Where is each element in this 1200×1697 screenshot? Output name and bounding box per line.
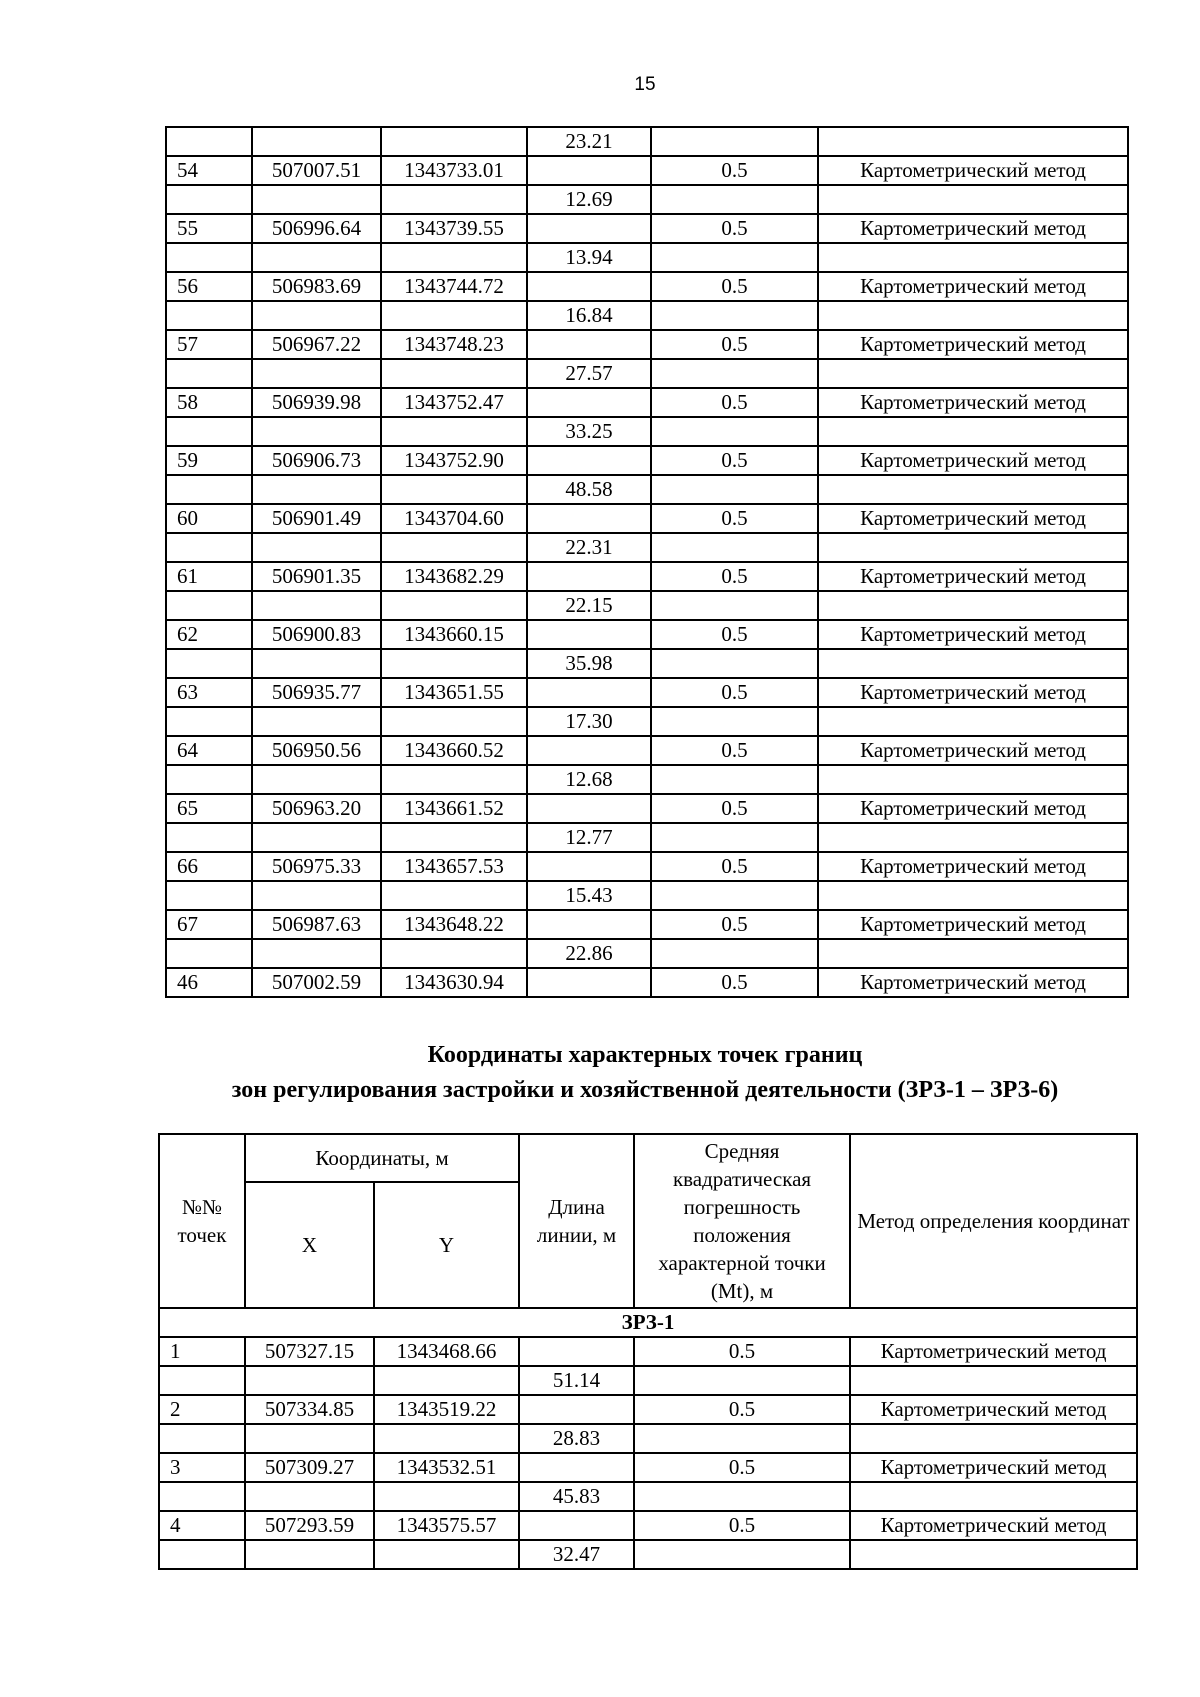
mean-error [651, 881, 818, 910]
mean-error [651, 765, 818, 794]
line-length [527, 446, 651, 475]
line-length [527, 562, 651, 591]
method [850, 1540, 1137, 1569]
mean-error [634, 1482, 850, 1511]
header-length: Длина линии, м [519, 1134, 634, 1308]
coordinate-y: 1343651.55 [381, 678, 527, 707]
mean-error: 0.5 [651, 968, 818, 997]
coordinate-x [252, 533, 381, 562]
coordinate-x: 507293.59 [245, 1511, 374, 1540]
header-y: Y [374, 1182, 519, 1308]
coordinate-y: 1343752.90 [381, 446, 527, 475]
coordinate-x: 506900.83 [252, 620, 381, 649]
length-row [159, 1482, 1137, 1511]
point-number: 56 [166, 272, 252, 301]
mean-error [651, 939, 818, 968]
coordinate-y [381, 649, 527, 678]
point-row [166, 852, 1128, 881]
mean-error: 0.5 [634, 1337, 850, 1366]
line-length: 13.94 [527, 243, 651, 272]
coordinate-x [245, 1366, 374, 1395]
point-number: 3 [159, 1453, 245, 1482]
length-row [159, 1540, 1137, 1569]
point-number: 62 [166, 620, 252, 649]
coordinate-y [374, 1424, 519, 1453]
method: Картометрический метод [818, 678, 1128, 707]
coordinate-x [252, 707, 381, 736]
point-row [166, 736, 1128, 765]
coordinate-x: 506967.22 [252, 330, 381, 359]
page-number: 15 [634, 74, 656, 95]
header-point-number: №№ точек [159, 1134, 245, 1308]
point-row [166, 620, 1128, 649]
point-row [166, 562, 1128, 591]
point-number [166, 185, 252, 214]
coordinate-x [245, 1482, 374, 1511]
table-body [159, 1337, 1137, 1569]
length-row [166, 707, 1128, 736]
line-length: 17.30 [527, 707, 651, 736]
line-length [527, 388, 651, 417]
line-length: 12.69 [527, 185, 651, 214]
coordinate-x [252, 359, 381, 388]
line-length [527, 794, 651, 823]
method: Картометрический метод [818, 968, 1128, 997]
method [850, 1482, 1137, 1511]
mean-error [651, 185, 818, 214]
line-length [527, 156, 651, 185]
method [818, 707, 1128, 736]
line-length: 51.14 [519, 1366, 634, 1395]
point-number: 1 [159, 1337, 245, 1366]
coordinate-y: 1343660.52 [381, 736, 527, 765]
point-number [159, 1366, 245, 1395]
method: Картометрический метод [850, 1395, 1137, 1424]
point-row [159, 1337, 1137, 1366]
coordinate-y: 1343468.66 [374, 1337, 519, 1366]
method [818, 765, 1128, 794]
coordinate-y [381, 475, 527, 504]
length-row [166, 823, 1128, 852]
coordinate-x: 506983.69 [252, 272, 381, 301]
coordinate-x [252, 649, 381, 678]
coordinate-y [374, 1540, 519, 1569]
coordinate-y [381, 185, 527, 214]
point-row [166, 214, 1128, 243]
line-length [519, 1511, 634, 1540]
point-number: 2 [159, 1395, 245, 1424]
coordinate-x: 506975.33 [252, 852, 381, 881]
point-number: 55 [166, 214, 252, 243]
point-number: 65 [166, 794, 252, 823]
line-length: 28.83 [519, 1424, 634, 1453]
method: Картометрический метод [818, 562, 1128, 591]
coordinate-y: 1343739.55 [381, 214, 527, 243]
length-row [166, 127, 1128, 156]
coordinate-x [252, 127, 381, 156]
coordinate-y [381, 939, 527, 968]
coordinate-y: 1343748.23 [381, 330, 527, 359]
zone-label: ЗРЗ-1 [159, 1308, 1137, 1337]
coordinate-x [252, 765, 381, 794]
mean-error: 0.5 [651, 562, 818, 591]
line-length: 45.83 [519, 1482, 634, 1511]
mean-error [651, 243, 818, 272]
length-row [159, 1366, 1137, 1395]
point-number: 63 [166, 678, 252, 707]
line-length: 33.25 [527, 417, 651, 446]
line-length [527, 620, 651, 649]
point-number [166, 301, 252, 330]
coordinate-y: 1343704.60 [381, 504, 527, 533]
coordinate-x: 506950.56 [252, 736, 381, 765]
method: Картометрический метод [818, 214, 1128, 243]
length-row [166, 881, 1128, 910]
coordinate-x: 506939.98 [252, 388, 381, 417]
mean-error [651, 301, 818, 330]
point-number: 57 [166, 330, 252, 359]
line-length: 27.57 [527, 359, 651, 388]
point-row [166, 678, 1128, 707]
method: Картометрический метод [850, 1453, 1137, 1482]
method [818, 301, 1128, 330]
point-number: 54 [166, 156, 252, 185]
method [818, 417, 1128, 446]
mean-error [634, 1540, 850, 1569]
mean-error: 0.5 [634, 1453, 850, 1482]
point-number: 58 [166, 388, 252, 417]
method [818, 533, 1128, 562]
method [818, 591, 1128, 620]
coordinate-x: 506901.35 [252, 562, 381, 591]
point-number [166, 649, 252, 678]
mean-error [651, 417, 818, 446]
mean-error [634, 1366, 850, 1395]
coordinate-y [381, 707, 527, 736]
method: Картометрический метод [850, 1337, 1137, 1366]
method [818, 243, 1128, 272]
mean-error: 0.5 [651, 736, 818, 765]
line-length [519, 1453, 634, 1482]
mean-error: 0.5 [634, 1511, 850, 1540]
coordinate-x [252, 417, 381, 446]
method: Картометрический метод [818, 388, 1128, 417]
mean-error: 0.5 [651, 272, 818, 301]
mean-error: 0.5 [651, 620, 818, 649]
coordinate-y: 1343752.47 [381, 388, 527, 417]
length-row [166, 649, 1128, 678]
line-length [527, 504, 651, 533]
line-length: 22.31 [527, 533, 651, 562]
mean-error: 0.5 [651, 156, 818, 185]
coordinates-table-continued [165, 126, 1129, 998]
method: Картометрический метод [818, 736, 1128, 765]
coordinate-x [245, 1540, 374, 1569]
point-number [166, 823, 252, 852]
coordinate-x: 506963.20 [252, 794, 381, 823]
point-number [166, 939, 252, 968]
line-length: 12.77 [527, 823, 651, 852]
coordinate-y: 1343661.52 [381, 794, 527, 823]
coordinate-x [245, 1424, 374, 1453]
point-number [166, 765, 252, 794]
header-row [159, 1134, 1137, 1182]
coordinate-x [252, 475, 381, 504]
point-row [166, 272, 1128, 301]
line-length: 22.15 [527, 591, 651, 620]
point-number [159, 1540, 245, 1569]
length-row [159, 1424, 1137, 1453]
line-length [527, 852, 651, 881]
method [850, 1366, 1137, 1395]
section-heading-line2: зон регулирования застройки и хозяйственной деятельности (ЗРЗ-1 – ЗРЗ-6) [231, 1077, 1059, 1103]
method: Картометрический метод [818, 620, 1128, 649]
coordinate-y: 1343682.29 [381, 562, 527, 591]
mean-error: 0.5 [651, 504, 818, 533]
line-length [527, 910, 651, 939]
mean-error: 0.5 [651, 214, 818, 243]
method: Картометрический метод [850, 1511, 1137, 1540]
coordinate-y [381, 823, 527, 852]
method: Картометрический метод [818, 794, 1128, 823]
coordinate-y [381, 243, 527, 272]
coordinate-x [252, 301, 381, 330]
line-length [519, 1395, 634, 1424]
coordinate-x: 507309.27 [245, 1453, 374, 1482]
mean-error: 0.5 [651, 330, 818, 359]
mean-error [651, 359, 818, 388]
line-length: 15.43 [527, 881, 651, 910]
coordinate-y [381, 765, 527, 794]
length-row [166, 765, 1128, 794]
point-row [166, 330, 1128, 359]
point-row [166, 794, 1128, 823]
header-x: X [245, 1182, 374, 1308]
point-row [166, 156, 1128, 185]
coordinate-x: 506901.49 [252, 504, 381, 533]
mean-error [651, 707, 818, 736]
coordinate-y [381, 359, 527, 388]
point-number: 64 [166, 736, 252, 765]
point-number: 67 [166, 910, 252, 939]
coordinate-x [252, 823, 381, 852]
point-number [159, 1424, 245, 1453]
line-length: 32.47 [519, 1540, 634, 1569]
coordinate-x: 506906.73 [252, 446, 381, 475]
mean-error: 0.5 [651, 678, 818, 707]
mean-error: 0.5 [651, 446, 818, 475]
mean-error [634, 1424, 850, 1453]
coordinate-y: 1343648.22 [381, 910, 527, 939]
coordinate-y [381, 533, 527, 562]
coordinate-y [374, 1482, 519, 1511]
line-length: 22.86 [527, 939, 651, 968]
point-number [166, 707, 252, 736]
point-number: 66 [166, 852, 252, 881]
mean-error [651, 475, 818, 504]
point-row [166, 446, 1128, 475]
method [818, 127, 1128, 156]
coordinate-y [381, 417, 527, 446]
point-row [159, 1511, 1137, 1540]
mean-error: 0.5 [651, 852, 818, 881]
coordinate-y: 1343657.53 [381, 852, 527, 881]
line-length: 48.58 [527, 475, 651, 504]
coordinate-y [381, 591, 527, 620]
coordinate-x [252, 243, 381, 272]
mean-error: 0.5 [651, 388, 818, 417]
length-row [166, 475, 1128, 504]
coordinate-x: 507002.59 [252, 968, 381, 997]
method [818, 185, 1128, 214]
method: Картометрический метод [818, 852, 1128, 881]
point-number [166, 533, 252, 562]
coordinate-x: 507327.15 [245, 1337, 374, 1366]
coordinate-y [381, 301, 527, 330]
coordinate-x: 507334.85 [245, 1395, 374, 1424]
coordinate-y: 1343519.22 [374, 1395, 519, 1424]
coordinate-y [374, 1366, 519, 1395]
mean-error: 0.5 [634, 1395, 850, 1424]
point-number: 59 [166, 446, 252, 475]
point-row [166, 388, 1128, 417]
coordinate-x [252, 881, 381, 910]
mean-error [651, 823, 818, 852]
length-row [166, 417, 1128, 446]
coordinate-y [381, 881, 527, 910]
line-length: 12.68 [527, 765, 651, 794]
length-row [166, 301, 1128, 330]
section-heading-line1: Координаты характерных точек границ [427, 1042, 863, 1068]
method [818, 475, 1128, 504]
zrz-coordinates-table [158, 1133, 1138, 1570]
line-length [519, 1337, 634, 1366]
point-number [166, 881, 252, 910]
point-number [159, 1482, 245, 1511]
method: Картометрический метод [818, 504, 1128, 533]
line-length: 16.84 [527, 301, 651, 330]
method: Картометрический метод [818, 156, 1128, 185]
length-row [166, 243, 1128, 272]
length-row [166, 591, 1128, 620]
method [818, 881, 1128, 910]
coordinate-x: 506935.77 [252, 678, 381, 707]
point-number: 61 [166, 562, 252, 591]
mean-error [651, 533, 818, 562]
point-number [166, 417, 252, 446]
coordinate-y: 1343733.01 [381, 156, 527, 185]
zone-row [159, 1308, 1137, 1337]
length-row [166, 533, 1128, 562]
length-row [166, 359, 1128, 388]
point-row [159, 1453, 1137, 1482]
coordinate-x [252, 939, 381, 968]
point-number: 60 [166, 504, 252, 533]
line-length: 35.98 [527, 649, 651, 678]
header-mean-error: Средняя квадратическая погрешность положения характерной точки (Mt), м [634, 1134, 850, 1308]
method [850, 1424, 1137, 1453]
point-number: 4 [159, 1511, 245, 1540]
point-number [166, 243, 252, 272]
mean-error [651, 649, 818, 678]
method [818, 823, 1128, 852]
method: Картометрический метод [818, 272, 1128, 301]
mean-error: 0.5 [651, 910, 818, 939]
line-length [527, 678, 651, 707]
method: Картометрический метод [818, 910, 1128, 939]
point-number [166, 591, 252, 620]
length-row [166, 939, 1128, 968]
coordinate-y: 1343744.72 [381, 272, 527, 301]
header-method: Метод определения координат [850, 1134, 1137, 1308]
method [818, 939, 1128, 968]
table-body [166, 127, 1128, 997]
point-number [166, 359, 252, 388]
coordinate-y: 1343660.15 [381, 620, 527, 649]
coordinate-y: 1343532.51 [374, 1453, 519, 1482]
coordinate-x [252, 591, 381, 620]
mean-error [651, 127, 818, 156]
coordinate-x: 506987.63 [252, 910, 381, 939]
coordinate-x: 507007.51 [252, 156, 381, 185]
point-number: 46 [166, 968, 252, 997]
coordinate-x [252, 185, 381, 214]
line-length [527, 272, 651, 301]
mean-error: 0.5 [651, 794, 818, 823]
point-number [166, 475, 252, 504]
method [818, 359, 1128, 388]
point-row [166, 504, 1128, 533]
point-row [166, 968, 1128, 997]
mean-error [651, 591, 818, 620]
line-length [527, 214, 651, 243]
method: Картометрический метод [818, 330, 1128, 359]
coordinate-x: 506996.64 [252, 214, 381, 243]
point-row [159, 1395, 1137, 1424]
coordinate-y: 1343630.94 [381, 968, 527, 997]
coordinate-y: 1343575.57 [374, 1511, 519, 1540]
coordinate-y [381, 127, 527, 156]
point-number [166, 127, 252, 156]
method: Картометрический метод [818, 446, 1128, 475]
line-length [527, 330, 651, 359]
header-coordinates: Координаты, м [245, 1134, 519, 1182]
point-row [166, 910, 1128, 939]
line-length [527, 736, 651, 765]
line-length: 23.21 [527, 127, 651, 156]
method [818, 649, 1128, 678]
length-row [166, 185, 1128, 214]
line-length [527, 968, 651, 997]
